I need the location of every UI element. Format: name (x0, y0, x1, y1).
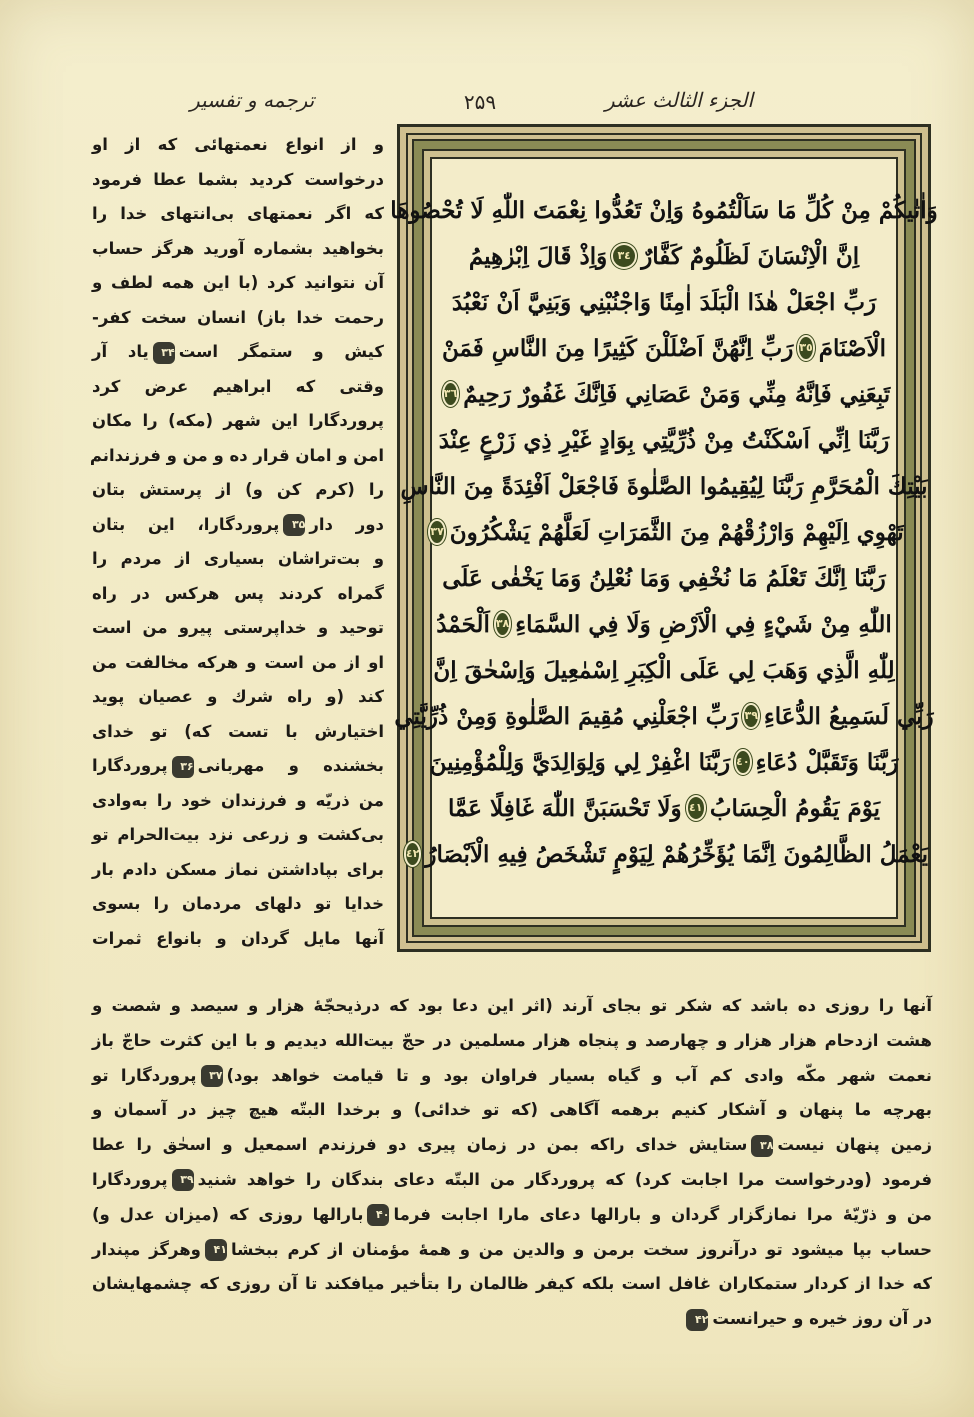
arabic-verse-line (430, 509, 904, 555)
translation-text: من ذریّه و فرزندان خود را به‌وادی (92, 790, 384, 810)
translation-text: خدایا تو دلهای مردمان را بسوی (92, 894, 384, 913)
translation-text: اختیارش با تست که) تو خدای (92, 721, 384, 741)
translation-text: که اگر نعمتهای بی‌انتهای خدا را (92, 204, 384, 223)
arabic-verse-line (405, 831, 929, 877)
translation-text: من و ذرّیّهٔ مرا نمازگزار گردان و بارالها دعای مارا اجابت فرما (393, 1204, 932, 1224)
translation-line (92, 232, 384, 267)
arabic-verse-line (438, 417, 890, 463)
arabic-verse-text: لِلّٰهِ الَّذِي وَهَبَ لِي عَلَى الْكِبَرِ اِسْمٰعِيلَ وَاِسْحٰقَ اِنَّ (433, 656, 895, 684)
arabic-verse-text: رَبَّنَا وَتَقَبَّلْ دُعَاءِ (755, 748, 899, 776)
translation-line (92, 1128, 932, 1163)
translation-text: درخواست کردید بشما عطا فرمود (92, 169, 384, 189)
arabic-verse-text: رَبَّنَا اِنَّكَ تَعْلَمُ مَا نُخْفِي وَمَا نُعْلِنُ وَمَا يَخْفٰى عَلَى (442, 564, 886, 592)
translation-line (92, 473, 384, 508)
verse-number-mark: ٤١ (688, 797, 704, 819)
arabic-verse-text: رَبِّ اجْعَلْنِي مُقِيمَ الصَّلٰوةِ وَمِنْ ذُرِّيَّتِي (394, 702, 739, 730)
translation-text: دور دار (309, 514, 385, 534)
verse-number-badge: ۴۲ (686, 1309, 708, 1331)
translation-line (92, 818, 384, 853)
translation-text: زمین پنهان نیست (777, 1135, 933, 1155)
frame-inner-band (390, 149, 938, 927)
arabic-verse-text: رَبَّنَا اِنِّي اَسْكَنْتُ مِنْ ذُرِّيَّتِي بِوَادٍ غَيْرِ ذِي زَرْعٍ عِنْدَ (438, 426, 890, 454)
arabic-verse-line (433, 647, 895, 693)
quran-frame (390, 124, 938, 952)
translation-text: و بت‌تراشان بسیاری از مردم را (92, 549, 384, 568)
translation-line (92, 853, 384, 888)
translation-text: او از من است و هرکه مخالفت من (92, 652, 384, 672)
verse-number-badge: ۳۵ (283, 514, 305, 536)
translation-line (92, 128, 384, 163)
translation-line (92, 266, 384, 301)
translation-line (92, 1198, 932, 1233)
arabic-verse-text: رَبَّنَا اغْفِرْ لِي وَلِوَالِدَيَّ وَلِلْمُؤْمِنِينَ (429, 748, 731, 776)
verse-number-mark: ٤٢ (406, 843, 419, 865)
translation-text: آنها را روزی ده باشد که شکر تو بجای آرند (اثر این دعا بود که درذیحجّهٔ هزار و سیصد و شصت و (92, 996, 932, 1015)
arabic-verse-line (390, 187, 938, 233)
quran-text-area (390, 157, 938, 919)
translation-text: پروردگارا تو (92, 1065, 197, 1085)
arabic-verse-line (442, 555, 886, 601)
translation-line (92, 542, 384, 577)
verse-number-mark: ٣٦ (444, 383, 457, 405)
translation-line (92, 1059, 932, 1094)
translation-bottom-column (92, 989, 932, 1337)
verse-number-mark: ٣٥ (799, 337, 812, 359)
verse-number-badge: ۳۴ (153, 342, 175, 364)
translation-line (92, 887, 384, 922)
translation-text: پروردگارا (92, 1169, 168, 1189)
arabic-verse-text: اللّٰهِ مِنْ شَيْءٍ فِي الْاَرْضِ وَلَا فِي السَّمَاءِ (515, 610, 892, 638)
translation-line (89, 439, 384, 474)
arabic-verse-text: بَيْتِكَ الْمُحَرَّمِ رَبَّنَا لِيُقِيمُوا الصَّلٰوةَ فَاجْعَلْ اَفْئِدَةً مِنَ النَّاسِ (400, 472, 928, 500)
translation-line (92, 163, 384, 198)
arabic-verse-text: رَبِّي لَسَمِيعُ الدُّعَاءِ (763, 702, 934, 730)
verse-number-badge: ۳۸ (751, 1135, 773, 1157)
translation-text: بی‌کشت و زرعی نزد بیت‌الحرام تو (92, 825, 384, 844)
page-number: ۲۵۹ (463, 90, 497, 114)
verse-number-mark: ٤٠ (736, 751, 749, 773)
arabic-verse-text: تَبِعَنِي فَاِنَّهُ مِنِّي وَمَنْ عَصَانِي فَاِنَّكَ غَفُورٌ رَحِيمٌ (463, 380, 891, 408)
arabic-verse-line (429, 739, 899, 785)
arabic-verse-text: يَوْمَ يَقُومُ الْحِسَابُ (709, 794, 880, 822)
translation-text: در آن روز خیره و حیرانست (712, 1309, 932, 1329)
translation-line (92, 611, 384, 646)
verse-number-badge: ۴۰ (367, 1204, 389, 1226)
translation-line (92, 1233, 932, 1268)
translation-line (92, 508, 384, 543)
translation-line (92, 335, 384, 370)
translation-line (92, 1163, 932, 1198)
translation-text: فرمود (ودرخواست مرا اجابت کرد) که پروردگار من البتّه دعای بندگان را خواهد شنید (197, 1169, 932, 1189)
translation-line (92, 197, 384, 232)
translation-line (92, 1024, 932, 1059)
translation-text: پروردگارا، این بتان (92, 514, 280, 534)
frame-band (390, 139, 938, 937)
translation-text: که خدا از کردار ستمکاران غافل است بلکه کیفر ظالمان را بتأخیر میافکند تا آن روزی که چشمهایشان (92, 1274, 932, 1294)
translation-text: نعمت شهر مکّه وادی کم آب و گیاه بسیار فراوان بود و تا قیامت خواهد بود) (226, 1065, 932, 1085)
translation-text: امن و امان قرار ده و من و فرزندانم (89, 445, 384, 465)
header-right-title: الجزء الثالث عشر (605, 88, 754, 112)
translation-text: کند (و راه شرك و عصیان پوید (92, 687, 384, 706)
arabic-lines (390, 187, 938, 877)
verse-number-mark: ٣٩ (744, 705, 757, 727)
verse-number-mark: ٣٤ (613, 245, 635, 267)
arabic-verse-line (448, 233, 880, 279)
verse-number-badge: ۳۶ (172, 756, 194, 778)
translation-text: هشت ازدحام هزار هزار و چهارصد و پنجاه هزار مسلمین در حجّ بیت‌الله دیدیم و با این کثرت حاجّ باز (92, 1030, 932, 1050)
translation-line (92, 680, 384, 715)
arabic-verse-line (442, 325, 886, 371)
verse-number-badge: ۳۷ (201, 1065, 223, 1087)
arabic-verse-text: وَلَا تَحْسَبَنَّ اللّٰهَ غَافِلًا عَمَّا (448, 794, 682, 822)
translation-line (92, 989, 932, 1024)
translation-line (92, 749, 384, 784)
translation-line (92, 1267, 932, 1302)
arabic-verse-text: وَاِذْ قَالَ اِبْرٰهِيمُ (468, 242, 608, 270)
translation-line (92, 1302, 932, 1337)
header-left-title: ترجمه و تفسیر (190, 88, 315, 112)
arabic-verse-line (400, 463, 928, 509)
translation-text: وهرگز مپندار (92, 1239, 201, 1259)
translation-line (92, 301, 384, 336)
translation-line (92, 1093, 932, 1128)
translation-text: یاد آر (92, 342, 149, 361)
arabic-verse-line (448, 279, 880, 325)
arabic-verse-text: اَلْحَمْدُ (436, 610, 490, 638)
translation-text: وقتی که ابراهیم عرض کرد (92, 376, 384, 396)
arabic-verse-text: رَبِّ اجْعَلْ هٰذَا الْبَلَدَ اٰمِنًا وَاجْنُبْنِي وَبَنِيَّ اَنْ نَعْبُدَ (451, 288, 877, 316)
translation-line (92, 784, 384, 819)
translation-line (92, 646, 384, 681)
translation-text: بخشنده و مهربانی (197, 756, 384, 775)
translation-text: رحمت خدا باز) انسان سخت کفر- (92, 307, 384, 327)
translation-text: بهرچه ما پنهان و آشکار کنیم برهمه آگاهی (که تو خدائی) و برخدا البتّه هیچ چیز در آسمان و (92, 1100, 932, 1120)
translation-line (92, 404, 384, 439)
translation-text: ستایش خدای راکه بمن در زمان پیری دو فرزندم اسمعیل و اسحٰق را عطا (92, 1135, 748, 1155)
translation-text: گمراه کردند پس هرکس در راه (92, 583, 384, 603)
translation-line (92, 370, 384, 405)
translation-line (92, 715, 384, 750)
translation-line (92, 922, 384, 957)
translation-side-column (89, 128, 385, 956)
translation-text: پروردگارا این شهر (مکه) را مکان (92, 411, 384, 430)
arabic-verse-text: الْاَصْنَامَ (818, 334, 886, 362)
arabic-verse-text: رَبِّ اِنَّهُنَّ اَضْلَلْنَ كَثِيرًا مِنَ النَّاسِ فَمَنْ (442, 334, 794, 362)
arabic-verse-line (448, 785, 880, 831)
arabic-verse-text: يَعْمَلُ الظَّالِمُونَ اِنَّمَا يُؤَخِّرُهُمْ لِيَوْمٍ تَشْخَصُ فِيهِ الْاَبْصَارُ (425, 840, 929, 868)
arabic-verse-line (394, 693, 934, 739)
translation-text: بخواهید بشماره آورید هرگز حساب (92, 238, 384, 258)
verse-number-mark: ٣٨ (496, 613, 509, 635)
translation-text: توحید و خداپرستی پیرو من است (92, 618, 384, 637)
translation-text: کیش و ستمگر است (178, 342, 384, 361)
translation-text: را (کرم کن و) از پرستش بتان (92, 480, 384, 499)
translation-line (92, 577, 384, 612)
translation-text: برای بپاداشتن نماز مسکن دادم بار (92, 859, 384, 879)
translation-text: آنها مایل گردان و بانواع ثمرات (92, 928, 384, 948)
verse-number-badge: ۳۹ (172, 1169, 194, 1191)
translation-text: پروردگارا (92, 756, 168, 775)
arabic-verse-line (436, 601, 892, 647)
arabic-verse-text: اِنَّ الْاِنْسَانَ لَظَلُومٌ كَفَّارٌ (641, 242, 860, 270)
arabic-verse-line (443, 371, 891, 417)
verse-number-badge: ۴۱ (205, 1239, 227, 1261)
translation-text: بارالها روزی که (میزان عدل و) (92, 1204, 364, 1224)
verse-number-mark: ٣٧ (430, 521, 443, 543)
arabic-verse-text: وَاٰتٰيكُمْ مِنْ كُلِّ مَا سَاَلْتُمُوهُ وَاِنْ تَعُدُّوا نِعْمَتَ اللّٰهِ لَا تُحْصُوهَا (390, 196, 938, 224)
translation-text: آن نتوانید کرد (با این همه لطف و (92, 273, 384, 292)
arabic-verse-text: تَهْوِي اِلَيْهِمْ وَارْزُقْهُمْ مِنَ الثَّمَرَاتِ لَعَلَّهُمْ يَشْكُرُونَ (449, 518, 904, 546)
translation-text: حساب بپا میشود تو درآنروز سخت برمن و والدین من و همهٔ مؤمنان از کرم ببخشا (230, 1239, 933, 1259)
translation-text: و از انواع نعمتهائی که از او (92, 135, 384, 154)
